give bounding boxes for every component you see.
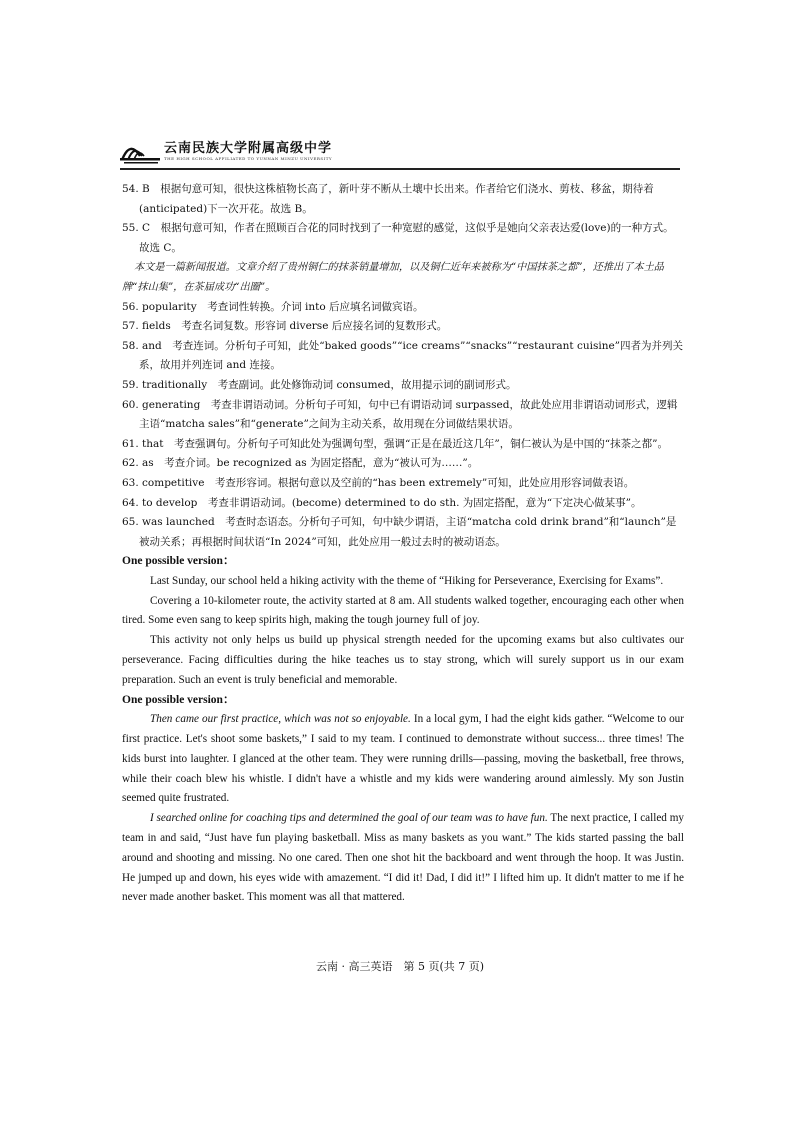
answer-57: 57. fields 考查名词复数。形容词 diverse 后应接名词的复数形式。	[122, 320, 448, 333]
version-heading: One possible version：	[122, 693, 235, 706]
school-logo-icon	[120, 134, 160, 164]
answer-64: 64. to develop 考查非谓语动词。(become) determined to do sth. 为固定搭配，意为“下定决心做某事”。	[122, 496, 642, 509]
school-name-en: THE HIGH SCHOOL AFFILIATED TO YUNNAN MINZU UNIVERSITY	[164, 156, 333, 161]
answer-63: 63. competitive 考查形容词。根据句意以及空前的“has been extremely”可知，此处应用形容词做表语。	[122, 476, 635, 489]
paragraph-lead-sentence: Then came our first practice, which was not so enjoyable.	[150, 713, 411, 726]
story-paragraph	[122, 809, 684, 908]
essay-paragraph: Covering a 10-kilometer route, the activity started at 8 am. All students walked together, encouraging each other when tired. Some even sang to keep spirits high, making the tough journey full of joy.	[122, 594, 684, 627]
paragraph-body: The next practice, I called my team in and said, “Just have fun playing basketball. Miss as many baskets as you want.” The kids started passing the ball around and shooting and missing. No one cared. Then one shot hit the backboard and went through the hoop. It was Justin. He jumped up and down, his eyes wide with amazement. “I did it! Dad, I did it!” I lifted him up. It didn't matter to me if he never made another basket. This moment was all that mattered.	[122, 812, 684, 904]
paragraph-lead-sentence: I searched online for coaching tips and determined the goal of our team was to have fun.	[150, 812, 548, 825]
answer-61: 61. that 考查强调句。分析句子可知此处为强调句型，强调“正是在最近这几年”，铜仁被认为是中国的“抹茶之都”。	[122, 437, 668, 450]
header-rule	[120, 168, 680, 170]
page-header	[120, 134, 680, 174]
answer-59: 59. traditionally 考查副词。此处修饰动词 consumed，故用提示词的副词形式。	[122, 378, 517, 391]
essay-paragraph: Last Sunday, our school held a hiking activity with the theme of “Hiking for Perseverance, Exercising for Exams”.	[150, 574, 664, 587]
school-name: 云南民族大学附属高级中学	[164, 141, 333, 156]
answer-55: 55. C 根据句意可知，作者在照顾百合花的同时找到了一种宽慰的感觉，这似乎是她向父亲表达爱(love)的一种方式。故选 C。	[122, 222, 674, 254]
story-paragraph	[122, 710, 684, 809]
answer-62: 62. as 考查介词。be recognized as 为固定搭配，意为“被认可为……”。	[122, 457, 479, 470]
answer-54: 54. B 根据句意可知，很快这株植物长高了，新叶芽不断从土壤中长出来。作者给它们浇水、剪枝、移盆，期待着(anticipated)下一次开花。故选 B。	[122, 183, 654, 215]
version-heading: One possible version：	[122, 555, 235, 568]
answer-content	[122, 180, 684, 908]
answer-60: 60. generating 考查非谓语动词。分析句子可知，句中已有谓语动词 surpassed，故此处应用非谓语动词形式，逻辑主语“matcha sales”和“generate”之间为主动关系，故用现在分词做结果状语。	[122, 398, 678, 431]
page-footer: 云南 · 高三英语 第 5 页(共 7 页)	[315, 960, 485, 973]
essay-paragraph: This activity not only helps us build up physical strength needed for the upcoming exams but also cultivates our perseverance. Facing difficulties during the hike teaches us to stay strong, which will surely support us in our exam preparation. Such an event is truly beneficial and memorable.	[122, 634, 684, 686]
answer-65: 65. was launched 考查时态语态。分析句子可知，句中缺少谓语，主语“matcha cold drink brand”和“launch”是被动关系；再根据时间状语“In 2024”可知，此处应用一般过去时的被动语态。	[122, 516, 677, 548]
answer-58: 58. and 考查连词。分析句子可知，此处“baked goods”“ice creams”“snacks”“restaurant cuisine”四者为并列关系，故用并列连词 and 连接。	[122, 339, 684, 372]
paragraph-body: In a local gym, I had the eight kids gather. “Welcome to our first practice. Let's shoot some baskets,” I said to my team. I continued to demonstrate without success... three times! The kids burst into laughter. I glanced at the other team. They were running drills—passing, moving the basketball, free throws, while their coach blew his whistle. I didn't have a whistle and my kids were wandering around aimlessly. My son Justin seemed quite frustrated.	[122, 713, 685, 805]
answer-56: 56. popularity 考查词性转换。介词 into 后应填名词做宾语。	[122, 300, 424, 313]
passage-intro: 本文是一篇新闻报道。文章介绍了贵州铜仁的抹茶销量增加，以及铜仁近年来被称为“中国抹茶之都”，还推出了本土品牌“抹山集”，在茶届成功“出圈”。	[122, 262, 664, 293]
